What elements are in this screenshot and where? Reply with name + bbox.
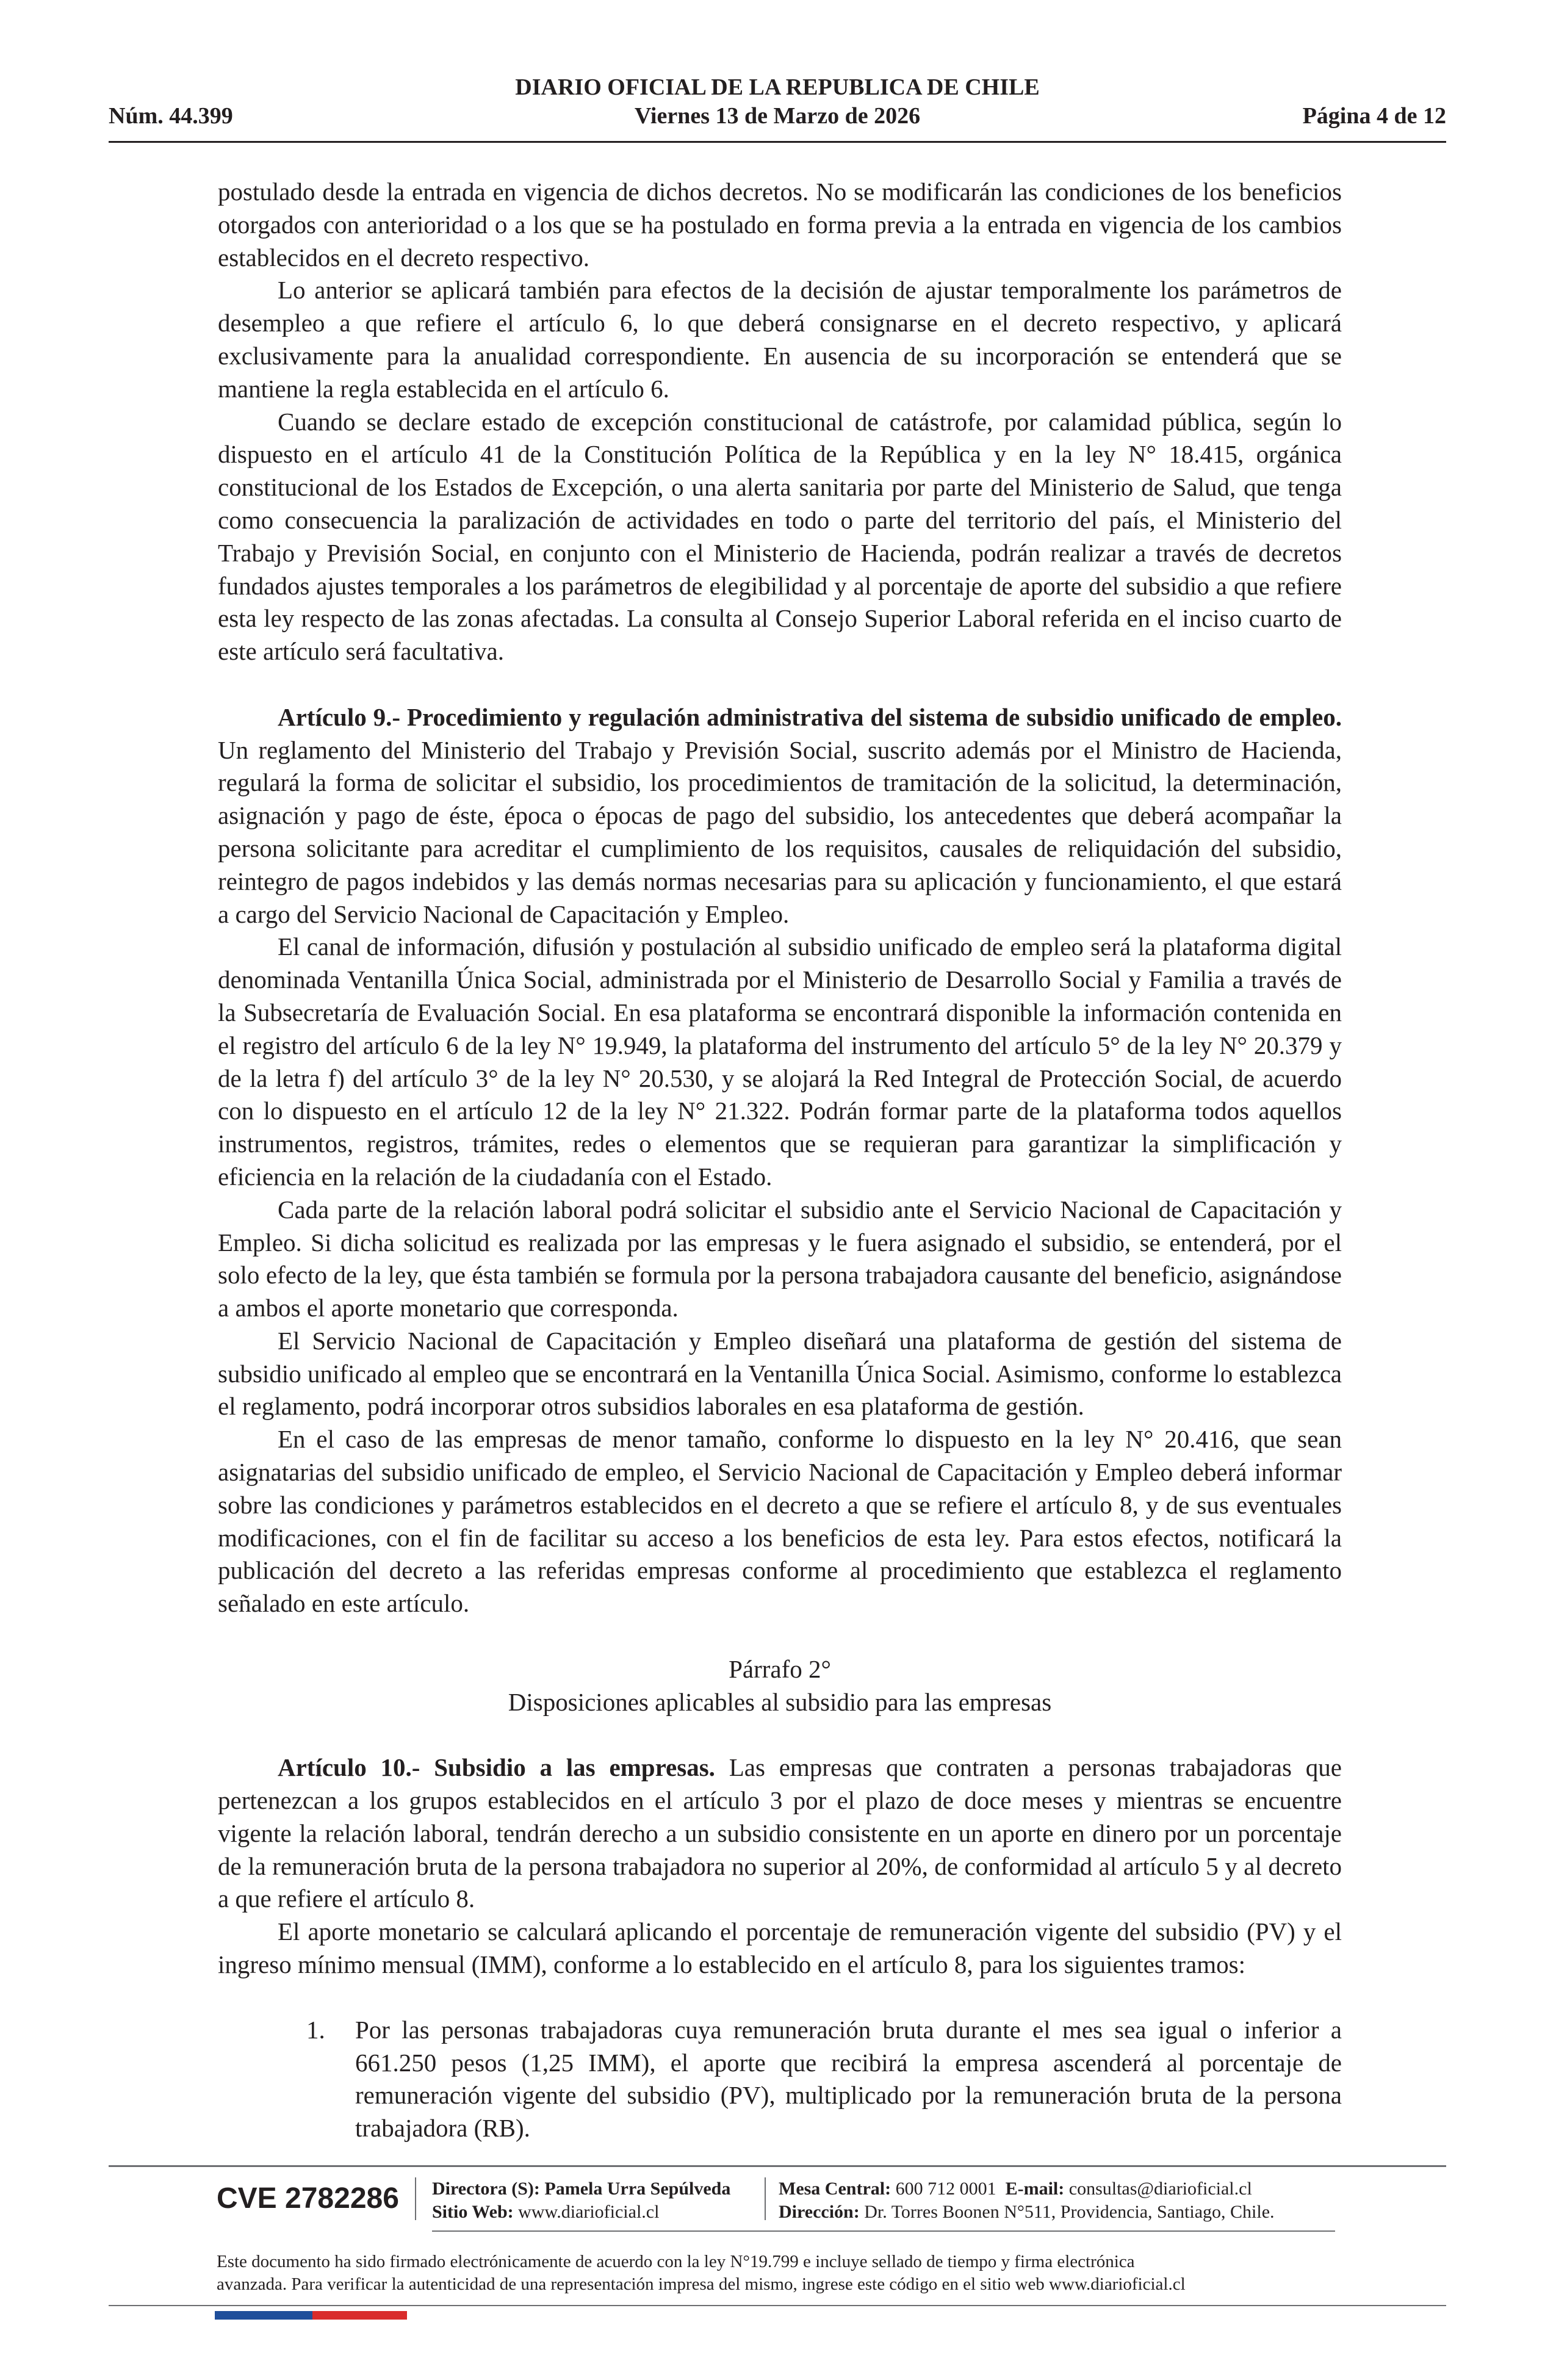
article-10-text: Las empresas que contraten a personas trabajadoras que pertenezcan a los grupos establecidos en el artículo 3 por el plazo de doce meses y mientras se encuentre vigente la relación laboral, tendrán derecho a un subsidio consistente en un aporte en dinero por un porcentaje de la remuneración bruta de la persona trabajadora no superior al 20%, de conformidad al artículo 5 y al decreto a que refiere el artículo 8. (218, 1753, 1342, 1913)
footer-top-rule (109, 2165, 1446, 2167)
address-label: Dirección: (779, 2202, 860, 2222)
email-link[interactable]: consultas@diarioficial.cl (1068, 2179, 1252, 2199)
tramos-list (218, 2014, 1342, 2145)
website-label: Sitio Web: (432, 2202, 514, 2222)
phone-number: 600 712 0001 (895, 2179, 996, 2199)
article-10 (218, 1751, 1342, 1916)
paragraph: El canal de información, difusión y postulación al subsidio unificado de empleo será la plataforma digital denominada Ventanilla Única Social, administrada por el Ministerio de Desarrollo Social y Familia a través de la Subsecretaría de Evaluación Social. En esa plataforma se encontrará disponible la información contenida en el registro del artículo 6 de la ley N° 19.949, la plataforma del instrumento del artículo 5° de la ley N° 20.379 y de la letra f) del artículo 3° de la ley N° 20.530, y se alojará la Red Integral de Protección Social, de acuerdo con lo dispuesto en el artículo 12 de la ley N° 21.322. Podrán formar parte de la plataforma todos aquellos instrumentos, registros, trámites, redes o elementos que se requieran para garantizar la simplificación y eficiencia en la relación de la ciudadanía con el Estado. (218, 932, 1342, 1191)
page-header (109, 0, 1446, 146)
director-label: Directora (S): (432, 2179, 540, 2199)
issue-number: Núm. 44.399 (109, 103, 233, 129)
paragraph: Cada parte de la relación laboral podrá solicitar el subsidio ante el Servicio Nacional de Capacitación y Empleo. Si dicha solicitud es realizada por las empresas y le fuera asignado el subsidio, se entenderá, por el solo efecto de la ley, que ésta también se formula por la persona trabajadora causante del beneficio, asignándose a ambos el aporte monetario que corresponda. (218, 1195, 1342, 1322)
spacer (218, 1718, 1342, 1751)
legal-line: Este documento ha sido firmado electrónicamente de acuerdo con la ley N°19.799 e incluye sellado de tiempo y firma electrónica (217, 2252, 1135, 2271)
legal-notice (217, 2251, 1376, 2296)
footer-contact-block (779, 2177, 1275, 2224)
website-link[interactable]: www.diarioficial.cl (518, 2202, 660, 2222)
spacer (218, 1620, 1342, 1653)
header-rule (109, 141, 1446, 143)
section-heading: Párrafo 2° (729, 1654, 831, 1683)
publication-date: Viernes 13 de Marzo de 2026 (634, 103, 921, 129)
contact-line (779, 2177, 1275, 2201)
website-line (432, 2201, 730, 2224)
paragraph-continuation: postulado desde la entrada en vigencia de dichos decretos. No se modificarán las condiciones de los beneficios otorgados con anterioridad o a los que se ha postulado en forma previa a la entrada en vigencia de los cambios establecidos en el decreto respectivo. (218, 178, 1342, 272)
spacer (218, 668, 1342, 701)
article-10-title: Artículo 10.- Subsidio a las empresas. (278, 1753, 715, 1782)
phone-label: Mesa Central: (779, 2179, 891, 2199)
footer-separator (765, 2177, 766, 2220)
footer-bottom-rule (109, 2305, 1446, 2306)
paragraph: El Servicio Nacional de Capacitación y Empleo diseñará una plataforma de gestión del sistema de subsidio unificado al empleo que se encontrará en la Ventanilla Única Social. Asimismo, conforme lo establezca el reglamento, podrá incorporar otros subsidios laborales en esa plataforma de gestión. (218, 1326, 1342, 1421)
article-9-text: Un reglamento del Ministerio del Trabajo y Previsión Social, suscrito además por el Ministro de Hacienda, regulará la forma de solicitar el subsidio, los procedimientos de tramitación de la solicitud, la determinación, asignación y pago de éste, época o épocas de pago del subsidio, los antecedentes que deberá acompañar la persona solicitante para acreditar el cumplimiento de los requisitos, causales de reliquidación del subsidio, reintegro de pagos indebidos y las demás normas necesarias para su aplicación y funcionamiento, el que estará a cargo del Servicio Nacional de Capacitación y Empleo. (218, 735, 1342, 928)
list-item-text: Por las personas trabajadoras cuya remuneración bruta durante el mes sea igual o inferior a 661.250 pesos (1,25 IMM), el aporte que recibirá la empresa ascenderá al porcentaje de remuneración vigente del subsidio (PV), multiplicado por la remuneración bruta de la persona trabajadora (RB). (355, 2015, 1342, 2143)
document-body (218, 176, 1342, 2145)
article-9-title: Artículo 9.- Procedimiento y regulación administrativa del sistema de subsidio unificado de empleo. (278, 702, 1342, 731)
cve-code: CVE 2782286 (217, 2182, 399, 2215)
address-text: Dr. Torres Boonen N°511, Providencia, Santiago, Chile. (864, 2202, 1275, 2222)
footer-separator (415, 2177, 416, 2220)
header-center (109, 73, 1446, 131)
flag-bar-red (312, 2311, 407, 2320)
footer-mid-rule (432, 2230, 1335, 2232)
paragraph: Lo anterior se aplicará también para efectos de la decisión de ajustar temporalmente los parámetros de desempleo a que refiere el artículo 6, lo que deberá consignarse en el decreto respectivo, y aplicará exclusivamente para la anualidad correspondiente. En ausencia de su incorporación se entenderá que se mantiene la regla establecida en el artículo 6. (218, 276, 1342, 403)
list-item (218, 2014, 1342, 2145)
paragraph: El aporte monetario se calculará aplicando el porcentaje de remuneración vigente del subsidio (PV) y el ingreso mínimo mensual (IMM), conforme a lo establecido en el artículo 8, para los siguientes tramos: (218, 1917, 1342, 1979)
publication-title: DIARIO OFICIAL DE LA REPUBLICA DE CHILE (515, 74, 1040, 100)
director-line (432, 2177, 730, 2201)
email-label: E-mail: (1005, 2179, 1065, 2199)
list-marker: 1. (306, 2015, 325, 2044)
footer-director-block (432, 2177, 730, 2224)
section-subheading: Disposiciones aplicables al subsidio para las empresas (508, 1687, 1052, 1716)
paragraph: En el caso de las empresas de menor tamaño, conforme lo dispuesto en la ley N° 20.416, que sean asignatarias del subsidio unificado de empleo, el Servicio Nacional de Capacitación y Empleo deberá informar sobre las condiciones y parámetros establecidos en el decreto a que se refiere el artículo 8, y de sus eventuales modificaciones, con el fin de facilitar su acceso a los beneficios de esta ley. Para estos efectos, notificará la publicación del decreto a las referidas empresas conforme al procedimiento que establezca el reglamento señalado en este artículo. (218, 1425, 1342, 1618)
page-number: Página 4 de 12 (1302, 103, 1446, 129)
address-line (779, 2201, 1275, 2224)
director-name: Pamela Urra Sepúlveda (544, 2179, 731, 2199)
flag-bar-blue (215, 2311, 312, 2320)
legal-line: avanzada. Para verificar la autenticidad de una representación impresa del mismo, ingrese este código en el sitio web www.diarioficial.cl (217, 2274, 1186, 2294)
article-9 (218, 701, 1342, 931)
paragraph: Cuando se declare estado de excepción constitucional de catástrofe, por calamidad pública, según lo dispuesto en el artículo 41 de la Constitución Política de la República y en la ley N° 18.415, orgánica constitucional de los Estados de Excepción, o una alerta sanitaria por parte del Ministerio de Salud, que tenga como consecuencia la paralización de actividades en todo o parte del territorio del país, el Ministerio del Trabajo y Previsión Social, en conjunto con el Ministerio de Hacienda, podrán realizar a través de decretos fundados ajustes temporales a los parámetros de elegibilidad y al porcentaje de aporte del subsidio a que refiere esta ley respecto de las zonas afectadas. La consulta al Consejo Superior Laboral referida en el inciso cuarto de este artículo será facultativa. (218, 407, 1342, 666)
